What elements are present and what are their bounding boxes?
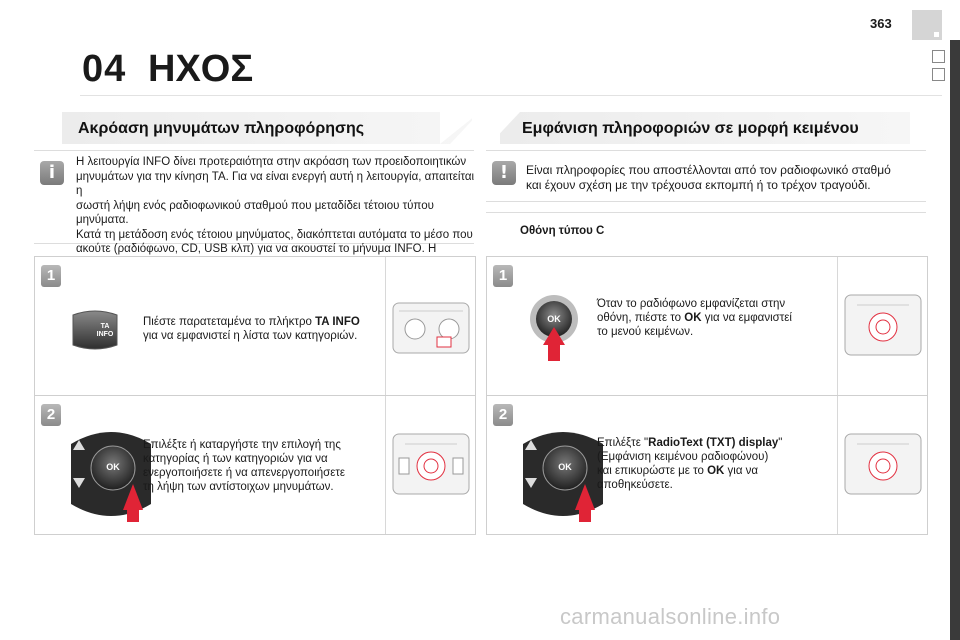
info-line: ακούτε (ραδιόφωνο, CD, USB κλπ) για να ακουστεί το μήνυμα INFO. Η [76,243,437,255]
page-corner-tab [912,10,942,40]
step-text [597,436,837,492]
step-line [597,436,837,450]
step-panel-right-1 [486,256,928,396]
step-text-part: Πιέστε παρατεταμένα το πλήκτρο [143,316,316,328]
section-banner-right [500,112,910,144]
chapter-number: 04 [82,48,127,90]
step-text-part: και επικυρώστε με το [597,465,708,477]
page-number: 363 [870,16,892,31]
panel-divider [385,396,386,534]
info-box [34,150,475,255]
chapter-rule [80,95,942,96]
step-text-part: για να εμφανιστεί [701,312,792,324]
section-banner-left [62,112,472,144]
banner-corner [490,112,520,144]
step-text-bold: TA INFO [315,316,360,328]
ta-info-button-label [93,323,117,339]
ok-label: OK [106,462,120,472]
info-line: Η λειτουργία INFO δίνει προτεραιότητα στην ακρόαση των προειδοποιητικών [76,156,467,168]
step-number: 1 [41,265,61,287]
panel-divider [837,396,838,534]
screen-type-heading: Οθόνη τύπου C [520,225,605,237]
warning-line: και έχουν σχέση με την τρέχουσα εκπομπή ή το τρέχον τραγούδι. [526,178,871,192]
step-line: κατηγορίας ή των κατηγοριών για να [143,453,328,465]
ta-label: TA [100,323,110,330]
step-text [143,315,383,343]
step-line: ενεργοποιήσετε ή να απενεργοποιήσετε [143,467,346,479]
step-line: τη λήψη των αντίστοιχων μηνυμάτων. [143,481,334,493]
warning-line: Είναι πληροφορίες που αποστέλλονται από τον ραδιοφωνικό σταθμό [526,163,891,177]
panel-divider [837,257,838,395]
step-line: (Εμφάνιση κειμένου ραδιοφώνου) [597,451,769,463]
step-number: 1 [493,265,513,287]
subheading-box [486,212,926,251]
chapter-title: ΗΧΟΣ [148,48,254,90]
ok-button-illustration [519,293,589,363]
exclamation-icon: ! [492,161,516,185]
step-text-part: για να εμφανιστεί η λίστα των κατηγοριών. [143,330,358,342]
section-heading-right: Εμφάνιση πληροφοριών σε μορφή κειμένου [522,120,859,137]
step-line: το μενού κειμένων. [597,326,694,338]
step-line [597,311,837,325]
watermark: carmanualsonline.info [560,604,781,629]
step-text [143,438,383,494]
step-text-bold: OK [684,312,702,324]
info-line: Κατά τη μετάδοση ενός τέτοιου μηνύματος, διακόπτεται αυτόματα το μέσο που [76,228,473,241]
banner-corner [440,112,480,144]
step-text [597,297,837,339]
ok-label: OK [547,314,561,324]
step-panel-left-2 [34,395,476,535]
step-text-part: οθόνη, πιέστε το [597,312,685,324]
step-number: 2 [493,404,513,426]
warning-box [486,150,926,202]
step-text-part: για να [724,465,759,477]
info-line: σωστή λήψη ενός ραδιοφωνικού σταθμού που μεταδίδει τέτοιου τύπου μηνύματα. [76,199,434,226]
radio-faceplate-thumbnail [843,291,923,361]
warning-text [526,163,926,193]
step-line: Όταν το ραδιόφωνο εμφανίζεται στην [597,298,786,310]
side-box [932,50,945,63]
radio-faceplate-thumbnail [391,430,471,500]
step-text-part: " [778,437,783,449]
section-heading-left: Ακρόαση μηνυμάτων πληροφόρησης [78,120,365,137]
step-panel-right-2 [486,395,928,535]
step-line: αποθηκεύσετε. [597,479,673,491]
step-text-bold: RadioText (TXT) display [648,437,779,449]
step-panel-left-1 [34,256,476,396]
panel-divider [385,257,386,395]
ok-label: OK [558,462,572,472]
radio-faceplate-thumbnail [391,297,471,357]
side-bar [950,40,960,640]
side-box [932,68,945,81]
info-icon: i [40,161,64,185]
step-line: Επιλέξτε ή καταργήστε την επιλογή της [143,439,341,451]
step-text-bold: OK [707,465,725,477]
info-label: INFO [96,331,114,338]
info-line: μηνυμάτων για την κίνηση TA. Για να είναι ενεργή αυτή η λειτουργία, απαιτείται η [76,170,475,197]
step-line [597,464,837,478]
radio-faceplate-thumbnail [843,430,923,500]
step-text-part: Επιλέξτε " [597,437,649,449]
step-number: 2 [41,404,61,426]
